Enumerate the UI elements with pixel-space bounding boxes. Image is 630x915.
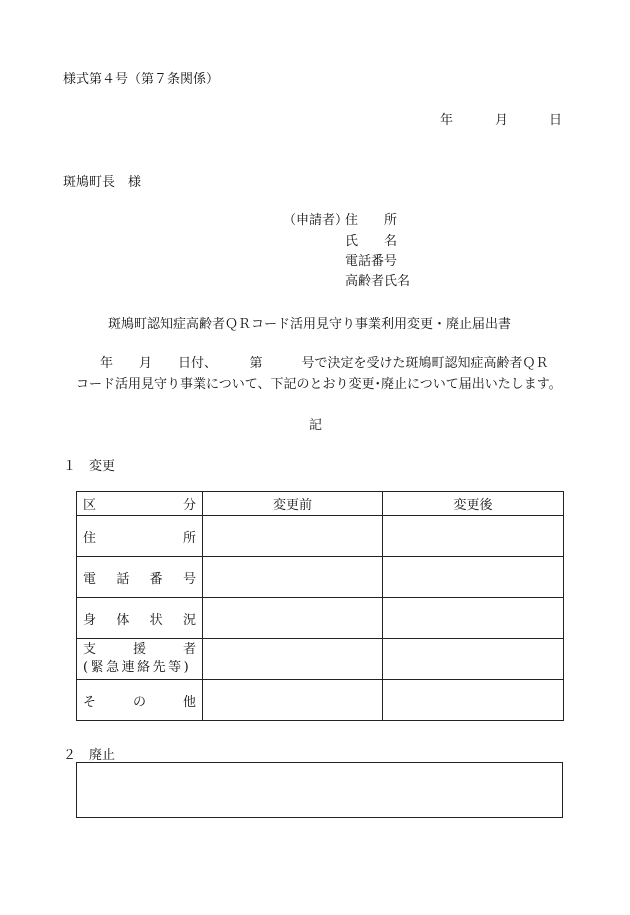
applicant-field-name: 氏 名 [345,234,398,249]
table-row [77,639,564,680]
document-title: 斑鳩町認知症高齢者ＱＲコード活用見守り事業利用変更・廃止届出書 [108,317,512,332]
date-month: 月 [495,113,509,128]
body-text-line-2: コード活用見守り事業について、下記のとおり変更･廃止について届出いたします。 [76,377,562,392]
change-table-header [77,492,564,516]
label-char: 援 [132,642,146,657]
section-abolish-heading: ２ 廃止 [63,748,116,763]
abolish-input-box[interactable] [76,762,563,818]
label-char: 体 [116,612,130,628]
cell-before-phone[interactable] [203,557,383,598]
cell-before-physical-condition[interactable] [203,598,383,639]
table-row [77,598,564,639]
row-label-physical-condition [77,598,203,639]
cell-after-physical-condition[interactable] [383,598,564,639]
addressee: 斑鳩町長 様 [63,175,142,190]
form-number: 様式第４号（第７条関係） [63,72,220,87]
table-row [77,557,564,598]
cell-after-address[interactable] [383,516,564,557]
applicant-field-address: 住 所 [345,213,398,228]
section-change-heading: １ 変更 [63,459,116,474]
cell-after-phone[interactable] [383,557,564,598]
header-after: 変更後 [383,492,564,516]
cell-before-supporter[interactable] [203,639,383,680]
cell-before-address[interactable] [203,516,383,557]
label-char: 状 [149,612,163,628]
applicant-label: （申請者） [283,213,349,228]
date-day: 日 [549,113,563,128]
header-category [77,492,203,516]
table-row [77,516,564,557]
applicant-field-phone: 電話番号 [345,254,398,269]
row-label-other [77,680,203,721]
label-char: 電 [83,571,97,587]
label-char: 話 [116,571,130,587]
row-label-supporter [77,639,203,680]
label-char: 身 [83,612,97,628]
label-char: 所 [182,530,196,546]
change-table [76,491,564,721]
supporter-sub-label: (緊急連絡先等) [83,660,192,675]
table-row [77,680,564,721]
label-char: の [132,694,146,710]
label-char: 番 [149,571,163,587]
label-char: 号 [182,571,196,587]
cell-before-other[interactable] [203,680,383,721]
label-char: 者 [182,642,196,657]
label-char: 況 [182,612,196,628]
header-before: 変更前 [203,492,383,516]
row-label-address [77,516,203,557]
date-year: 年 [440,113,454,128]
header-category-right: 分 [182,498,196,513]
label-char: そ [83,694,97,710]
label-char: 支 [83,642,97,657]
label-char: 住 [83,530,97,546]
cell-after-supporter[interactable] [383,639,564,680]
row-label-phone [77,557,203,598]
label-char: 他 [182,694,196,710]
cell-after-other[interactable] [383,680,564,721]
body-text-line-1: 年 月 日付、 第 号で決定を受けた斑鳩町認知症高齢者ＱＲ [100,356,549,371]
applicant-field-elder-name: 高齢者氏名 [345,274,411,289]
header-category-left: 区 [83,498,97,513]
ki-heading: 記 [309,418,323,433]
